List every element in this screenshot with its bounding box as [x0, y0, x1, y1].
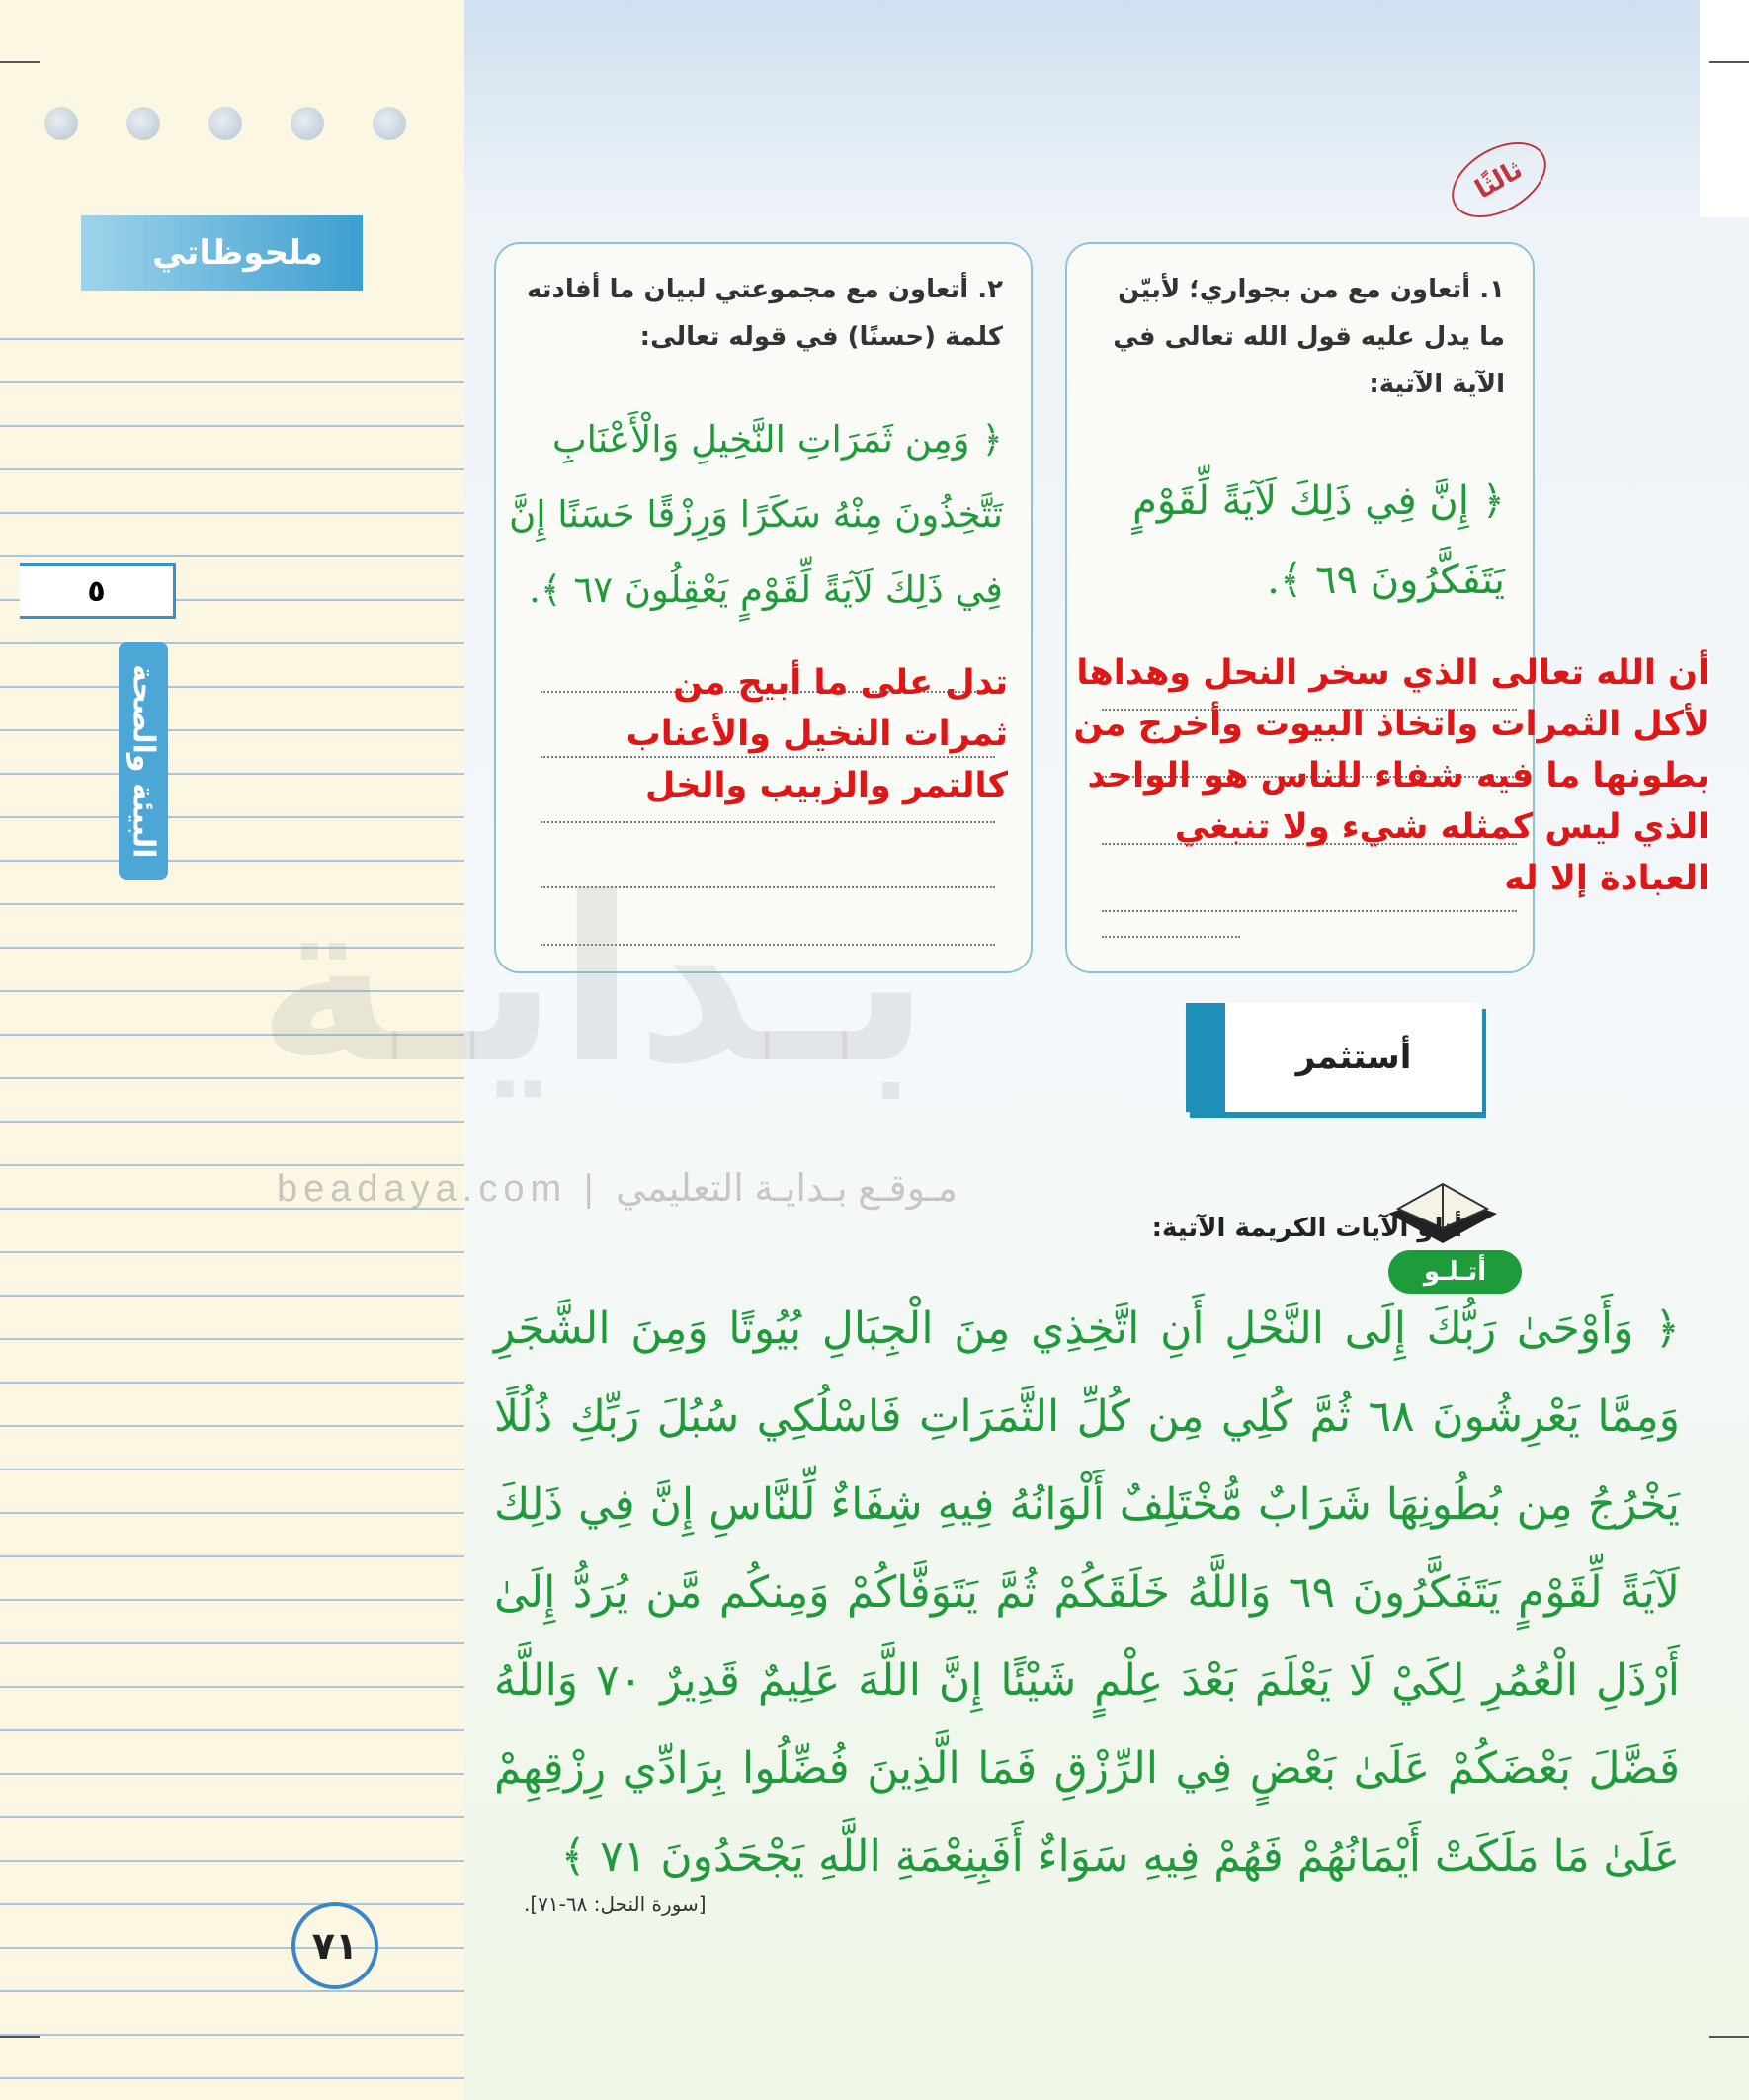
binder-hole	[126, 107, 160, 140]
answer-line	[541, 821, 995, 823]
notes-title-tab	[81, 215, 363, 291]
section-badge: ثالثًا	[1439, 126, 1559, 232]
watermark-url: beadaya.com | مـوقـع بـدايـة التعليمي	[277, 1168, 958, 1210]
ayah-text: ﴿ وَمِن ثَمَرَاتِ النَّخِيلِ وَالْأَعْنَابِ تَتَّخِذُونَ مِنْهُ سَكَرًا وَرِزْقًا حَسَنًا إِنَّ فِي ذَلِكَ لَآيَةً لِّقَوْمٍ يَعْقِلُونَ ٦٧ ﴾.	[509, 418, 1003, 611]
recite-badge: أتـلـو	[1388, 1250, 1522, 1294]
binder-hole	[44, 107, 78, 140]
question-text: ٢. أتعاون مع مجموعتي لبيان ما أفادته كلمة (حسنًا) في قوله تعالى:	[526, 275, 1003, 352]
binder-hole	[208, 107, 242, 140]
page-number: ٧١	[292, 1902, 378, 1989]
crop-mark	[0, 61, 40, 63]
quran-verses: ﴿ وَأَوْحَىٰ رَبُّكَ إِلَى النَّحْلِ أَنِ اتَّخِذِي مِنَ الْجِبَالِ بُيُوتًا وَمِنَ الشَّجَرِ وَمِمَّا يَعْرِشُونَ ٦٨ ثُمَّ كُلِي مِن كُلِّ الثَّمَرَاتِ فَاسْلُكِي سُبُلَ رَبِّكِ ذُلُلًا يَخْرُجُ مِن بُطُونِهَا شَرَابٌ مُّخْتَلِفٌ أَلْوَانُهُ فِيهِ شِفَاءٌ لِّلنَّاسِ إِنَّ فِي ذَلِكَ لَآيَةً لِّقَوْمٍ يَتَفَكَّرُونَ ٦٩ وَاللَّهُ خَلَقَكُمْ ثُمَّ يَتَوَفَّاكُمْ وَمِنكُم مَّن يُرَدُّ إِلَىٰ أَرْذَلِ الْعُمُرِ لِكَيْ لَا يَعْلَمَ بَعْدَ عِلْمٍ شَيْئًا إِنَّ اللَّهَ عَلِيمٌ قَدِيرٌ ٧٠ وَاللَّهُ فَضَّلَ بَعْضَكُمْ عَلَىٰ بَعْضٍ فِي الرِّزْقِ فَمَا الَّذِينَ فُضِّلُوا بِرَادِّي رِزْقِهِمْ عَلَىٰ مَا مَلَكَتْ أَيْمَانُهُمْ فَهُمْ فِيهِ سَوَاءٌ أَفَبِنِعْمَةِ اللَّهِ يَجْحَدُونَ ٧١ ﴾	[494, 1303, 1681, 1882]
crop-mark	[1709, 2036, 1749, 2038]
answer-line	[1102, 910, 1517, 912]
binder-hole	[373, 107, 406, 140]
notes-title: ملحوظاتي	[152, 233, 323, 273]
crop-mark	[0, 2036, 40, 2038]
question-text: ١. أتعاون مع من بجواري؛ لأبيّن ما يدل عليه قول الله تعالى في الآية الآتية:	[1113, 275, 1505, 399]
watermark-logo: بـدايـة	[257, 850, 931, 1114]
answer-line	[1102, 936, 1240, 938]
answer-handwriting-2[interactable]: تدل على ما أبيح من ثمرات النخيل والأعناب كالتمر والزبيب والخل	[625, 663, 1008, 805]
ayah-text: ﴿ إِنَّ فِي ذَلِكَ لَآيَةً لِّقَوْمٍ يَتَفَكَّرُونَ ٦٩ ﴾.	[1132, 478, 1505, 603]
invest-heading: أستثمر	[1186, 1003, 1482, 1112]
surah-reference: [سورة النحل: ٦٨-٧١].	[524, 1892, 707, 1916]
answer-handwriting-1[interactable]: أن الله تعالى الذي سخر النحل وهداها لأكل الثمرات واتخاذ البيوت وأخرج من بطونها ما فيه شفاء للناس هو الواحد الذي ليس كمثله شيء ولا تنبغي العبادة إلا له	[1073, 653, 1709, 898]
chapter-name: البيئة والصحة	[119, 642, 168, 880]
binder-hole	[291, 107, 324, 140]
chapter-number: ٥	[20, 563, 176, 619]
recite-instruction: أتلو الآيات الكريمة الآتية:	[1151, 1214, 1462, 1243]
crop-mark	[1709, 61, 1749, 63]
